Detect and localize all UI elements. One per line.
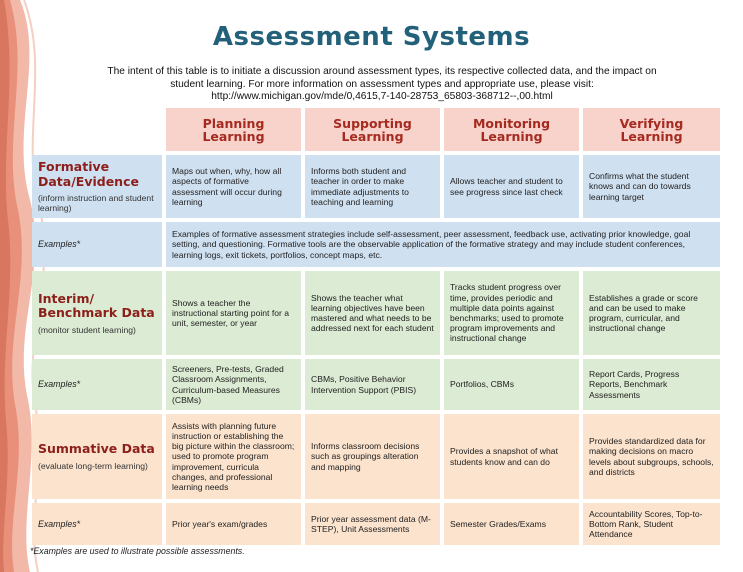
interim-examples-planning: Screeners, Pre-tests, Graded Classroom Assignments, Curriculum-based Measures (CBMs) xyxy=(166,359,301,410)
formative-monitoring-cell: Allows teacher and student to see progress since last check xyxy=(444,155,579,218)
summative-examples-verifying: Accountability Scores, Top-to-Bottom Rank, Student Attendance xyxy=(583,503,720,545)
summative-examples-label: Examples* xyxy=(32,503,162,545)
formative-examples-label: Examples* xyxy=(32,222,162,267)
summative-examples-planning: Prior year's exam/grades xyxy=(166,503,301,545)
formative-subtitle: (inform instruction and student learning) xyxy=(38,193,154,213)
interim-examples-monitoring: Portfolios, CBMs xyxy=(444,359,579,410)
summative-supporting-cell: Informs classroom decisions such as groupings alteration and mapping xyxy=(305,414,440,499)
formative-examples-text: Examples of formative assessment strategies include self-assessment, peer assessment, feedback use, activating prior knowledge, goal setting, and questioning. Formative tools are the observable application of the formative strategy and may include student conferences, learning logs, exit tickets, portfolios, concept maps, etc. xyxy=(166,222,720,267)
summative-subtitle: (evaluate long-term learning) xyxy=(38,460,148,471)
intro-text: The intent of this table is to initiate a discussion around assessment types, its respective collected data, and the impact on student learning. For more information on assessment types and appropriate use, please visit: http://www.michigan.gov/mde/0,4615,7-140-28753_65803-368712--,00.html xyxy=(107,66,657,102)
column-header-planning: Planning Learning xyxy=(166,108,301,151)
footnote: *Examples are used to illustrate possible assessments. xyxy=(30,546,245,556)
formative-planning-cell: Maps out when, why, how all aspects of formative assessment will occur during learning xyxy=(166,155,301,218)
interim-row xyxy=(32,271,720,355)
interim-verifying-cell: Establishes a grade or score and can be used to make program, curricular, and instructional change xyxy=(583,271,720,355)
interim-examples-verifying: Report Cards, Progress Reports, Benchmark Assessments xyxy=(583,359,720,410)
column-header-verifying: Verifying Learning xyxy=(583,108,720,151)
interim-examples-supporting: CBMs, Positive Behavior Intervention Support (PBIS) xyxy=(305,359,440,410)
formative-supporting-cell: Informs both student and teacher in order to make immediate adjustments to teaching and learning xyxy=(305,155,440,218)
summative-verifying-cell: Provides standardized data for making decisions on macro levels about subgroups, schools, and districts xyxy=(583,414,720,499)
interim-planning-cell: Shows a teacher the instructional starting point for a unit, semester, or year xyxy=(166,271,301,355)
interim-examples-row xyxy=(32,359,720,410)
summative-examples-row xyxy=(32,503,720,545)
interim-label xyxy=(32,271,162,355)
interim-title: Interim/ Benchmark Data xyxy=(38,290,155,320)
interim-monitoring-cell: Tracks student progress over time, provides periodic and multiple data points against benchmarks; used to promote program improvements and instructional change xyxy=(444,271,579,355)
summative-monitoring-cell: Provides a snapshot of what students know and can do xyxy=(444,414,579,499)
interim-subtitle: (monitor student learning) xyxy=(38,324,136,335)
header-row xyxy=(32,108,720,151)
formative-verifying-cell: Confirms what the student knows and can do towards learning target xyxy=(583,155,720,218)
summative-label xyxy=(32,414,162,499)
formative-row xyxy=(32,155,720,218)
interim-supporting-cell: Shows the teacher what learning objectives have been mastered and what needs to be addressed next for each student xyxy=(305,271,440,355)
summative-examples-supporting: Prior year assessment data (M-STEP), Unit Assessments xyxy=(305,503,440,545)
column-header-supporting: Supporting Learning xyxy=(305,108,440,151)
formative-examples-row xyxy=(32,222,720,267)
page-title: Assessment Systems xyxy=(212,22,531,52)
summative-row xyxy=(32,414,720,499)
summative-examples-monitoring: Semester Grades/Exams xyxy=(444,503,579,545)
summative-planning-cell: Assists with planning future instruction or establishing the big picture within the classroom; used to promote program improvement, curricula changes, and professional learning needs xyxy=(166,414,301,499)
formative-label xyxy=(32,155,162,218)
column-header-monitoring: Monitoring Learning xyxy=(444,108,579,151)
summative-title: Summative Data xyxy=(38,441,155,457)
interim-examples-label: Examples* xyxy=(32,359,162,410)
formative-title: Formative Data/Evidence xyxy=(38,159,139,189)
